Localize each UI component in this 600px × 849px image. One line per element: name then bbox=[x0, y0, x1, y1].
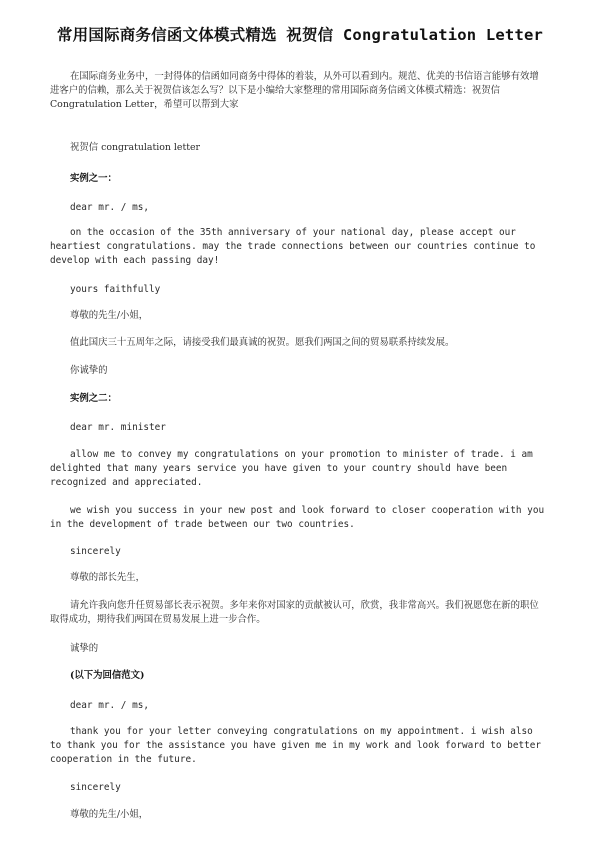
example-two-body-1: allow me to convey my congratulations on your promotion to minister of trade. i am delighted that many years service you have given to your country should have been recognized and appreciated. bbox=[50, 449, 533, 488]
reply-cn-salutation: 尊敬的先生/小姐， bbox=[70, 809, 149, 820]
document-title: 常用国际商务信函文体模式精选 祝贺信 Congratulation Letter bbox=[56, 26, 544, 44]
example-two-heading: 实例之二： bbox=[70, 393, 117, 404]
example-two-cn-body: 请允许我向您升任贸易部长表示祝贺。多年来你对国家的贡献被认可，欣赏，我非常高兴。我们祝愿您在新的职位取得成功，期待我们两国在贸易发展上进一步合作。 bbox=[50, 600, 539, 625]
example-one-body: on the occasion of the 35th anniversary of your national day, please accept our heartiest congratulations. may the trade connections between our countries continue to develop with each passing day! bbox=[50, 227, 536, 266]
example-one-heading: 实例之一： bbox=[70, 173, 117, 184]
reply-salutation: dear mr. / ms, bbox=[70, 700, 150, 711]
intro-paragraph: 在国际商务业务中，一封得体的信函如同商务中得体的着装，从外可以看到内。规范、优美的书信语言能够有效增进客户的信赖，那么关于祝贺信该怎么写？以下是小编给大家整理的常用国际商务信函文体模式精选：祝贺信 Congratulation Letter，希望可以帮到大家 bbox=[50, 71, 539, 110]
example-one-cn-salutation: 尊敬的先生/小姐， bbox=[70, 310, 149, 321]
example-one-cn-body: 值此国庆三十五周年之际，请接受我们最真诚的祝贺。愿我们两国之间的贸易联系持续发展。 bbox=[70, 337, 455, 348]
example-two-cn-salutation: 尊敬的部长先生， bbox=[70, 572, 146, 583]
example-two-closing: sincerely bbox=[70, 546, 121, 557]
example-one-salutation: dear mr. / ms, bbox=[70, 202, 150, 213]
example-one-closing: yours faithfully bbox=[70, 284, 161, 295]
example-one-cn-closing: 你诚挚的 bbox=[70, 365, 108, 376]
example-two-body-2: we wish you success in your new post and look forward to closer cooperation with you in the development of trade between our two countries. bbox=[50, 505, 545, 530]
reply-closing: sincerely bbox=[70, 782, 121, 793]
section-heading-letter-type: 祝贺信 congratulation letter bbox=[70, 142, 201, 153]
reply-sample-heading: (以下为回信范文) bbox=[70, 670, 145, 681]
example-two-cn-closing: 诚挚的 bbox=[70, 643, 99, 654]
example-two-salutation: dear mr. minister bbox=[70, 422, 166, 433]
reply-body: thank you for your letter conveying congratulations on my appointment. i wish also to thank you for the assistance you have given me in my work and look forward to better cooperation in the future. bbox=[50, 726, 542, 765]
